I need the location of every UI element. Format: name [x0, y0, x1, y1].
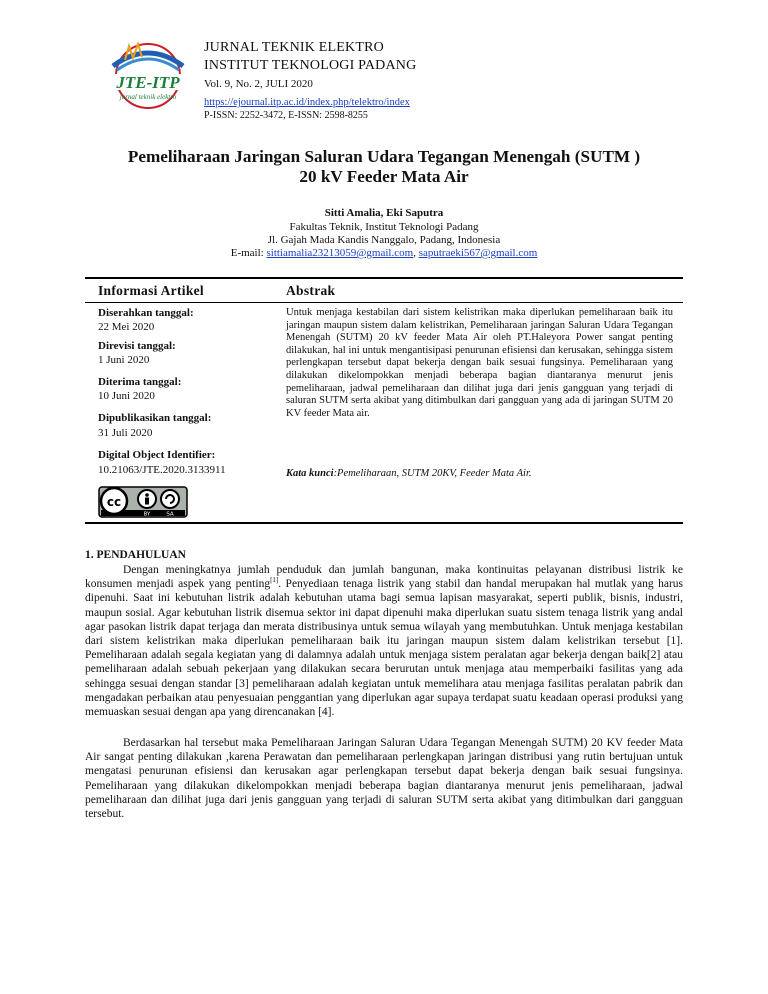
doi-label: Digital Object Identifier: [98, 449, 216, 461]
keywords-list: :Pemeliharaan, SUTM 20KV, Feeder Mata Air. [333, 468, 532, 479]
submitted-date: 22 Mei 2020 [98, 321, 155, 333]
affiliation-institution: Fakultas Teknik, Institut Teknologi Padang [289, 221, 479, 233]
journal-url-link[interactable]: https://ejournal.itp.ac.id/index.php/telektro/index [204, 97, 410, 108]
email-link-2[interactable]: saputraeki567@gmail.com [418, 247, 538, 259]
journal-name-line2: INSTITUT TEKNOLOGI PADANG [204, 58, 417, 73]
accepted-date: 10 Juni 2020 [98, 390, 155, 402]
paragraph-1-part-b: . Penyediaan tenaga listrik yang stabil dan handal merupakan hal mutlak yang harus dipenuhi. Saat ini kebutuhan listrik adalah kebutuhan utama bagi semua lapisan masyarakat, seperti publik, bisnis, industri, maupun sosial. Agar kebutuhan listrik disemua sektor ini dapat dipenuhi maka diperlukan suatu sistem tenaga listrik yang andal agar pasokan listrik dapat terjaga dan merata distribusinya untuk semua wilayah yang membutuhkan. Untuk menjaga kestabilan dari sistem kelistrikan maka diperlukan pemeliharaan baik itu jaringan maupun sistem dalam kelistrikan tersebut [1]. Pemeliharaan adalah segala kegiatan yang di dalamnya adalah untuk menjaga sistem peralatan agar bekerja dengan baik[2] atau pemeliharaan adalah sebuah pekerjaan yang dilakukan secara berurutan untuk menjaga atau memperbaiki fasilitas yang ada sehingga sesuai dengan standar [3] pemeliharaan adalah kegiatan untuk memelihara atau menjaga fasilitas peralatan pabrik dan mengadakan perbaikan atau penyesuaian penggantian yang diperlukan agar supaya terdapat suatu keadaan operasi produksi yang memuaskan sesuai dengan apa yang direncanakan [4]. [85, 578, 683, 719]
svg-text:BY: BY [143, 511, 151, 518]
affiliation-email [0, 247, 768, 259]
paper-title-line1: Pemeliharaan Jaringan Saluran Udara Tegangan Menengah (SUTM ) [127, 147, 641, 166]
paper-authors: Sitti Amalia, Eki Saputra [324, 207, 444, 219]
revised-date: 1 Juni 2020 [98, 354, 150, 366]
logo-text: JTE-ITP [116, 73, 180, 92]
journal-issn: P-ISSN: 2252-3472, E-ISSN: 2598-8255 [204, 110, 368, 121]
citation-superscript: [1] [270, 576, 279, 585]
info-box-header-rule [85, 302, 683, 303]
svg-text:SA: SA [166, 511, 174, 518]
email-separator: , [413, 247, 419, 259]
journal-logo [95, 36, 201, 110]
submitted-label: Diserahkan tanggal: [98, 307, 194, 319]
article-info-heading: Informasi Artikel [98, 283, 204, 298]
paper-title [60, 147, 708, 187]
keywords [286, 468, 532, 479]
email-prefix: E-mail: [230, 247, 267, 259]
keywords-label: Kata kunci [286, 468, 334, 479]
abstract-heading: Abstrak [286, 283, 336, 298]
paragraph-2-text: Berdasarkan hal tersebut maka Pemeliharaan Jaringan Saluran Udara Tegangan Menengah SUTM) 20 KV feeder Mata Air sangat penting dilakukan ,karena Perawatan dan pemeliharaan perlengkapan jaringan distribusi yang rutin bertujuan untuk mengatasi penurunan efisiensi dan kerusakan agar perlengkapan tersebut dapat bekerja dengan baik sesuai fungsinya. Pemeliharaan yang dilakukan dikelompokkan menjadi beberapa bagian diantaranya menurut jenis pemeliharaan, jadwal pemeliharaan dan dilihat juga dari jenis gangguan yang terjadi di saluran SUTM serta akibat yang ditimbulkan dari gangguan tersebut. [85, 737, 683, 821]
body-paragraph-1 [85, 563, 683, 719]
info-box-top-rule [85, 277, 683, 279]
accepted-label: Diterima tanggal: [98, 376, 182, 388]
published-label: Dipublikasikan tanggal: [98, 412, 212, 424]
journal-volume: Vol. 9, No. 2, JULI 2020 [204, 78, 313, 90]
doi-value: 10.21063/JTE.2020.3133911 [98, 464, 226, 476]
affiliation-address: Jl. Gajah Mada Kandis Nanggalo, Padang, Indonesia [267, 234, 501, 246]
body-paragraph-2 [85, 736, 683, 821]
cc-by-sa-license-badge[interactable] [98, 486, 188, 518]
journal-name-line1: JURNAL TEKNIK ELEKTRO [204, 40, 384, 55]
email-link-1[interactable]: sittiamalia23213059@gmail.com [266, 247, 414, 259]
info-box-bottom-rule [85, 522, 683, 524]
svg-text:cc: cc [106, 495, 122, 509]
revised-label: Direvisi tanggal: [98, 340, 176, 352]
published-date: 31 Juli 2020 [98, 427, 153, 439]
paragraph-1-part-a: Dengan meningkatnya jumlah penduduk dan jumlah bangunan, maka kontinuitas pelayanan distribusi listrik ke konsumen menjadi aspek yang penting [85, 564, 683, 591]
logo-subtext: jurnal teknik elektro [119, 93, 177, 101]
section-heading-pendahuluan: 1. PENDAHULUAN [85, 549, 186, 561]
paper-title-line2: 20 kV Feeder Mata Air [299, 167, 469, 186]
abstract-text: Untuk menjaga kestabilan dari sistem kelistrikan maka diperlukan pemeliharaan baik itu jaringan maupun sistem dalam kelistrikan, Pemeliharaan jaringan Saluran Udara Tegangan Menengah (SUTM) 20 kV feeder Mata Air oleh PT.Haleyora Power sangat penting dilakukan, hal ini untuk mengantisipasi penurunan efisiensi dan kerusakan, sehingga sistem perlengkapan tersebut dapat bekerja dengan baik sesuai fungsinya. Pemeliharaan yang dilakukan dikelompokkan menjadi beberapa bagian diantaranya menurut jenis pemeliharaan, jadwal pemeliharaan dan dilihat juga dari jenis gangguan yang terjadi di saluran SUTM serta akibat yang ditimbulkan dari gangguan yang ada di jaringan SUTM 20 KV feeder Mata air. [286, 307, 673, 419]
